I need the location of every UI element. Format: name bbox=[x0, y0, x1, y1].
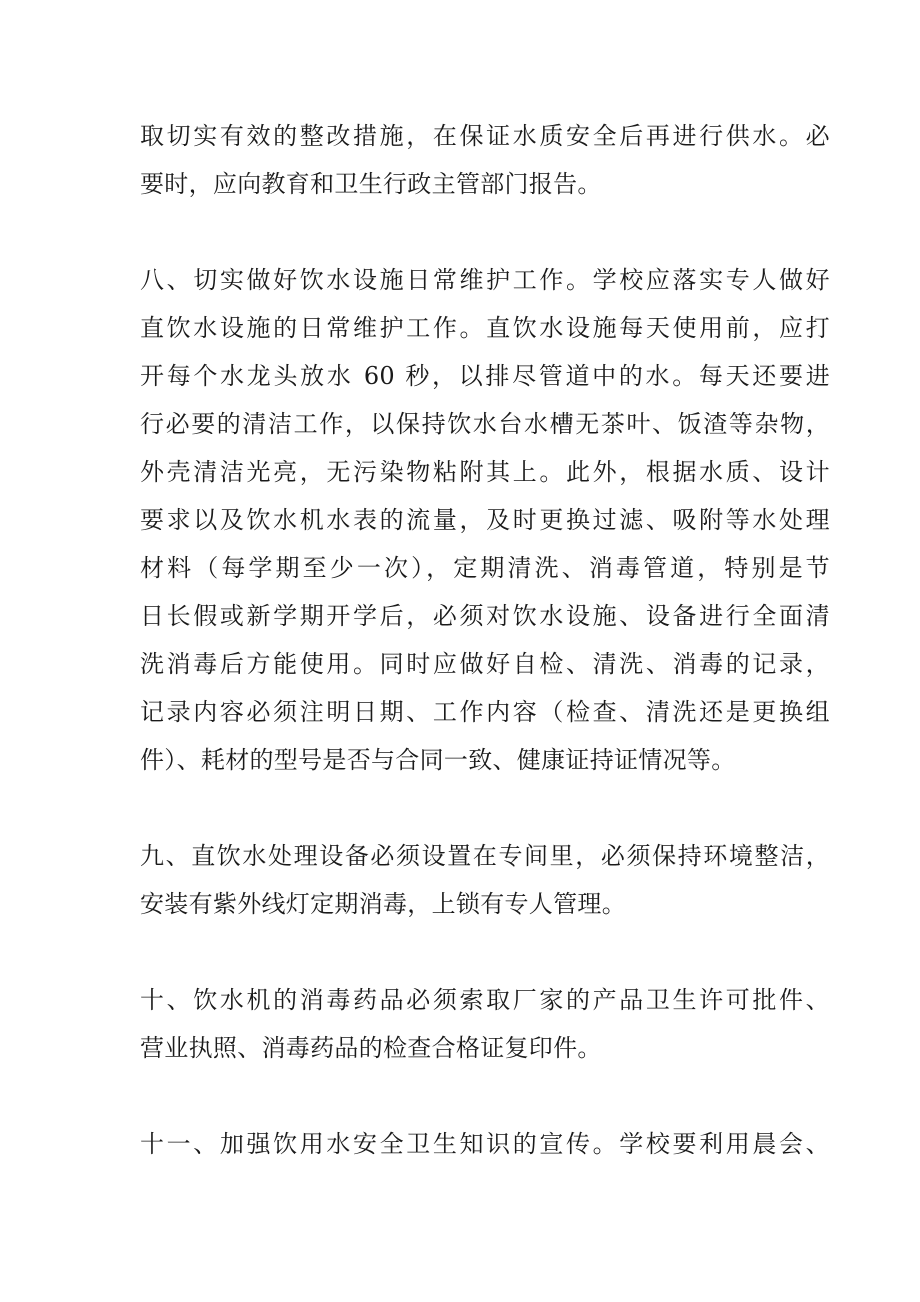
text-line: 件）、耗材的型号是否与合同一致、健康证持证情况等。 bbox=[140, 746, 736, 774]
text-line: 记录内容必须注明日期、工作内容（检查、清洗还是更换组 bbox=[140, 698, 830, 726]
text-line: 十、饮水机的消毒药品必须索取厂家的产品卫生许可批件、 bbox=[140, 986, 830, 1014]
text-line: 开每个水龙头放水 60 秒，以排尽管道中的水。每天还要进 bbox=[140, 362, 830, 390]
text-line: 外壳清洁光亮，无污染物粘附其上。此外，根据水质、设计 bbox=[140, 458, 830, 486]
paragraph-section-10 bbox=[140, 976, 830, 1072]
text-line: 取切实有效的整改措施，在保证水质安全后再进行供水。必 bbox=[140, 122, 830, 150]
text-line: 直饮水设施的日常维护工作。直饮水设施每天使用前，应打 bbox=[140, 314, 830, 342]
text-line: 日长假或新学期开学后，必须对饮水设施、设备进行全面清 bbox=[140, 602, 830, 630]
paragraph-section-11 bbox=[140, 1120, 830, 1168]
text-line: 九、直饮水处理设备必须设置在专间里，必须保持环境整洁， bbox=[140, 842, 830, 870]
text-line: 材料（每学期至少一次），定期清洗、消毒管道，特别是节 bbox=[140, 554, 830, 582]
text-line: 要时，应向教育和卫生行政主管部门报告。 bbox=[140, 170, 602, 198]
paragraph-section-8 bbox=[140, 256, 830, 784]
text-line: 八、切实做好饮水设施日常维护工作。学校应落实专人做好 bbox=[140, 266, 830, 294]
text-line: 行必要的清洁工作，以保持饮水台水槽无茶叶、饭渣等杂物， bbox=[140, 410, 830, 438]
text-line: 洗消毒后方能使用。同时应做好自检、清洗、消毒的记录， bbox=[140, 650, 830, 678]
text-line: 营业执照、消毒药品的检查合格证复印件。 bbox=[140, 1034, 602, 1062]
paragraph-section-9 bbox=[140, 832, 830, 928]
text-line: 要求以及饮水机水表的流量，及时更换过滤、吸附等水处理 bbox=[140, 506, 830, 534]
paragraph-remediation-continued bbox=[140, 112, 830, 208]
text-line: 十一、加强饮用水安全卫生知识的宣传。学校要利用晨会、 bbox=[140, 1130, 830, 1158]
text-line: 安装有紫外线灯定期消毒，上锁有专人管理。 bbox=[140, 890, 626, 918]
